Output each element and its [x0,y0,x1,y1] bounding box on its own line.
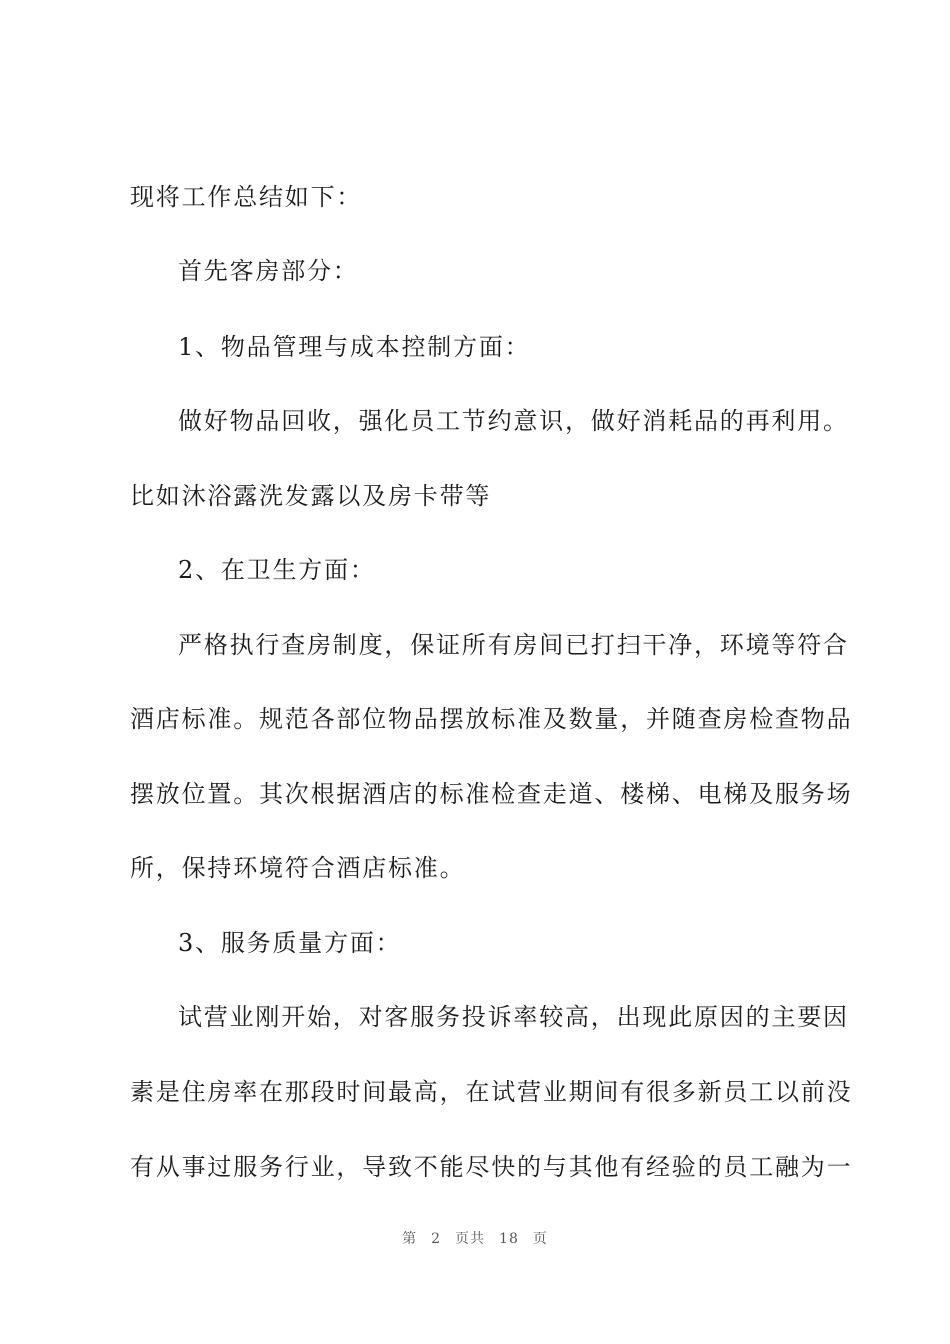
text-line: 严格执行查房制度，保证所有房间已打扫干净，环境等符合 [178,631,849,659]
section-heading: 1、物品管理与成本控制方面： [178,333,531,361]
text-line: 试营业刚开始，对客服务投诉率较高，出现此原因的主要因 [178,1003,849,1031]
text-line: 素是住房率在那段时间最高，在试营业期间有很多新员工以前没 [130,1078,853,1106]
text-line: 做好物品回收，强化员工节约意识，做好消耗品的再利用。 [178,407,849,435]
footer-prefix: 第 [402,1231,418,1247]
section-heading: 2、在卫生方面： [178,556,376,584]
text-line: 有从事过服务行业，导致不能尽快的与其他有经验的员工融为一 [130,1153,853,1181]
footer-middle: 页共 [455,1231,486,1247]
text-line: 酒店标准。规范各部位物品摆放标准及数量，并随查房检查物品 [130,705,853,733]
section-heading: 首先客房部分： [178,257,359,285]
footer-suffix: 页 [532,1231,548,1247]
footer-page-number: 2 [431,1231,442,1247]
footer-total-pages: 18 [499,1231,519,1247]
page-footer [0,1228,950,1248]
text-line: 现将工作总结如下： [130,183,363,211]
text-line: 所，保持环境符合酒店标准。 [130,854,466,882]
section-heading: 3、服务质量方面： [178,929,402,957]
text-line: 摆放位置。其次根据酒店的标准检查走道、楼梯、电梯及服务场 [130,780,853,808]
text-line: 比如沐浴露洗发露以及房卡带等 [130,482,492,510]
